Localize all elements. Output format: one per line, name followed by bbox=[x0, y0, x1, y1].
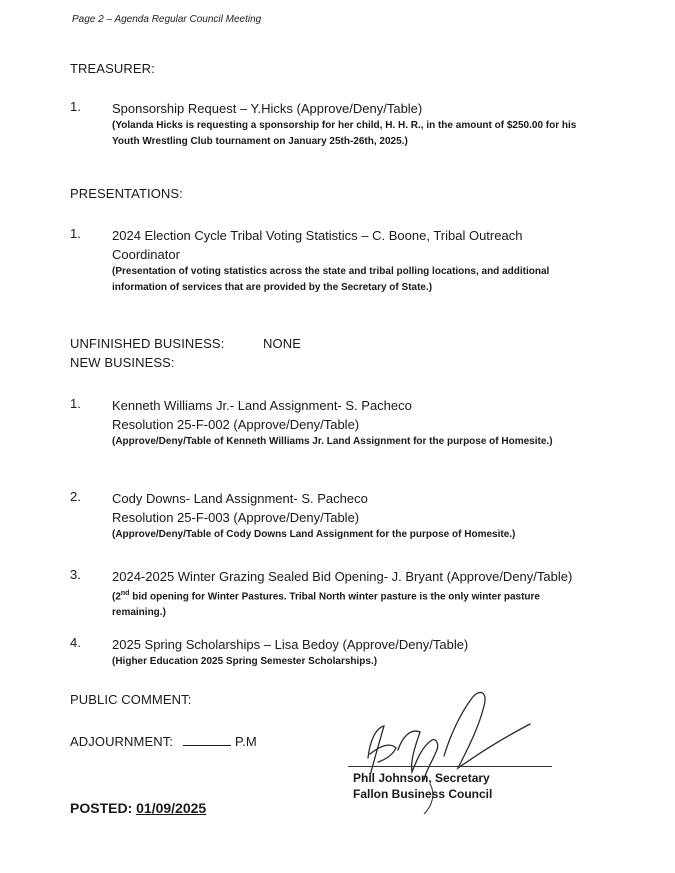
item-title: Sponsorship Request – Y.Hicks (Approve/Deny/Table) bbox=[112, 101, 423, 116]
unfinished-business-heading: UNFINISHED BUSINESS: bbox=[70, 336, 225, 351]
signer-name: Phil Johnson, Secretary bbox=[353, 771, 490, 785]
posted-date: 01/09/2025 bbox=[136, 800, 207, 816]
note-prefix: (2 bbox=[112, 591, 121, 603]
item-resolution: Resolution 25-F-003 (Approve/Deny/Table) bbox=[112, 510, 360, 525]
item-title: Kenneth Williams Jr.- Land Assignment- S. Pacheco bbox=[112, 398, 412, 413]
presentations-heading: PRESENTATIONS: bbox=[70, 186, 183, 201]
item-note bbox=[112, 586, 582, 621]
item-number: 1. bbox=[70, 99, 81, 114]
item-note: (Approve/Deny/Table of Cody Downs Land Assignment for the purpose of Homesite.) bbox=[112, 529, 516, 540]
item-note: (Approve/Deny/Table of Kenneth Williams Jr. Land Assignment for the purpose of Homesite.) bbox=[112, 436, 553, 447]
adjournment-suffix: P.M bbox=[235, 734, 257, 749]
signer-organization: Fallon Business Council bbox=[353, 787, 493, 801]
item-note: (Presentation of voting statistics across the state and tribal polling locations, and additional information of services that are provided by the Secretary of State.) bbox=[112, 266, 550, 293]
signature-block bbox=[353, 770, 492, 802]
posted-label: POSTED: bbox=[70, 800, 133, 816]
new-business-heading: NEW BUSINESS: bbox=[70, 355, 175, 370]
item-note: (Higher Education 2025 Spring Semester Scholarships.) bbox=[112, 656, 378, 667]
page-header: Page 2 – Agenda Regular Council Meeting bbox=[72, 14, 262, 25]
item-title: 2024-2025 Winter Grazing Sealed Bid Opening- J. Bryant (Approve/Deny/Table) bbox=[112, 569, 573, 584]
note-text: bid opening for Winter Pastures. Tribal North winter pasture is the only winter pasture remaining.) bbox=[112, 591, 540, 619]
unfinished-business-value: NONE bbox=[263, 336, 301, 351]
item-number: 4. bbox=[70, 635, 81, 650]
signature-line bbox=[348, 766, 552, 767]
item-number: 1. bbox=[70, 396, 81, 411]
adjournment-blank-line bbox=[183, 744, 231, 746]
posted-line bbox=[70, 800, 206, 816]
note-superscript: nd bbox=[120, 590, 130, 597]
adjournment-heading: ADJOURNMENT: bbox=[70, 734, 174, 749]
treasurer-heading: TREASURER: bbox=[70, 61, 155, 76]
public-comment-heading: PUBLIC COMMENT: bbox=[70, 692, 192, 707]
item-resolution: Resolution 25-F-002 (Approve/Deny/Table) bbox=[112, 417, 360, 432]
item-number: 2. bbox=[70, 489, 81, 504]
item-title: 2024 Election Cycle Tribal Voting Statistics – C. Boone, Tribal Outreach Coordinator bbox=[112, 228, 523, 262]
item-title: Cody Downs- Land Assignment- S. Pacheco bbox=[112, 491, 368, 506]
item-title: 2025 Spring Scholarships – Lisa Bedoy (Approve/Deny/Table) bbox=[112, 637, 469, 652]
item-number: 3. bbox=[70, 567, 81, 582]
unfinished-business bbox=[70, 336, 370, 351]
item-number: 1. bbox=[70, 226, 81, 241]
item-note: (Yolanda Hicks is requesting a sponsorship for her child, H. H. R., in the amount of $250.00 for his Youth Wrestling Club tournament on January 25th-26th, 2025.) bbox=[112, 120, 577, 147]
adjournment bbox=[70, 734, 257, 749]
